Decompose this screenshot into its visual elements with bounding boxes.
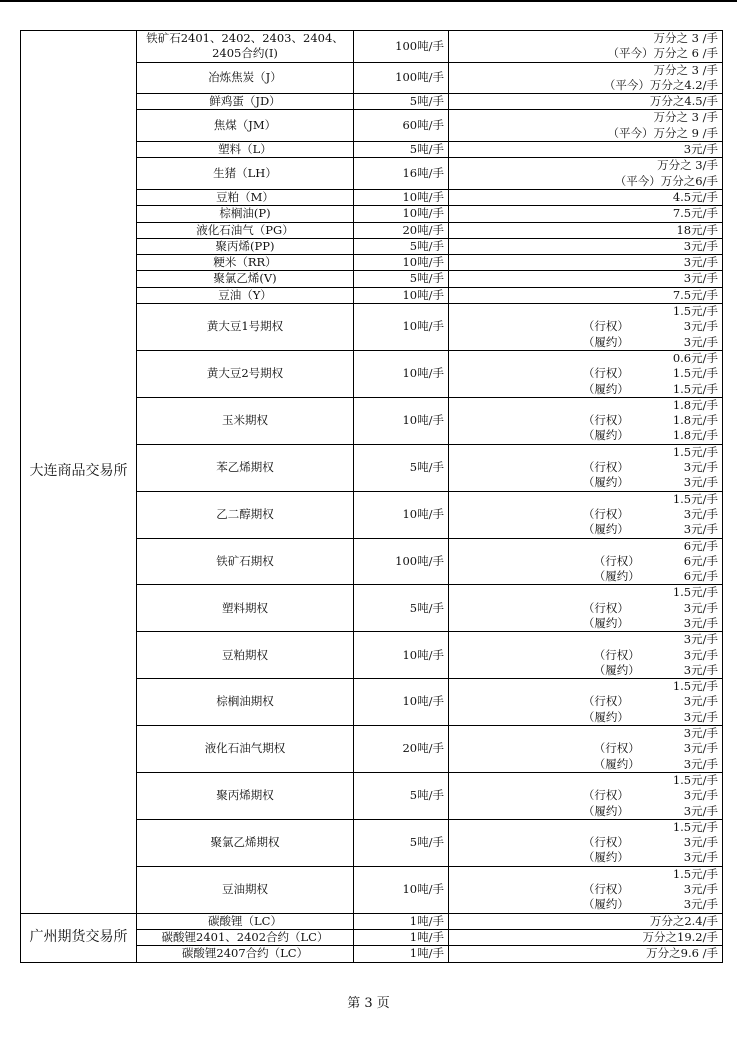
option-fee-labels	[583, 398, 673, 444]
fee-value: 3元/手	[683, 882, 718, 897]
perform-label: （履约）	[582, 428, 629, 443]
fee-line: 18元/手	[676, 222, 718, 237]
fee-cell	[449, 491, 723, 538]
product-name-text: 塑料期权	[222, 600, 268, 615]
page-number: 第 3 页	[347, 996, 390, 1011]
product-name	[137, 94, 354, 110]
perform-label: （履约）	[582, 334, 629, 349]
product-name-text: 聚氯乙烯期权	[210, 835, 280, 850]
option-fee-block	[453, 351, 718, 397]
product-name	[137, 632, 354, 679]
exercise-label: （行权）	[582, 319, 629, 334]
fee-value: 3元/手	[683, 522, 718, 537]
product-name	[137, 222, 354, 238]
exercise-label: （行权）	[582, 366, 629, 381]
perform-label: （履约）	[582, 709, 629, 724]
trading-unit: 20吨/手	[354, 222, 449, 238]
fee-value: 3元/手	[683, 694, 718, 709]
fee-value: 6元/手	[683, 553, 718, 568]
option-fee-values	[673, 304, 718, 350]
fee-value: 3元/手	[683, 726, 718, 741]
exercise-label: （行权）	[582, 694, 629, 709]
product-name	[137, 538, 354, 585]
fee-value: 3元/手	[683, 615, 718, 630]
fee-cell	[449, 726, 723, 773]
product-name	[137, 238, 354, 254]
blank-label	[583, 492, 629, 507]
fee-cell	[449, 158, 723, 190]
product-name-text: 冶炼焦炭（J）	[208, 70, 282, 85]
fee-cell	[449, 679, 723, 726]
blank-label	[594, 632, 640, 647]
option-fee-block	[453, 820, 718, 866]
option-fee-values	[673, 585, 718, 631]
product-name-text: 豆粕（M）	[216, 189, 274, 204]
exercise-label: （行权）	[582, 600, 629, 615]
blank-label	[594, 539, 640, 554]
fee-value: 1.5元/手	[672, 304, 718, 319]
fee-cell	[449, 946, 723, 962]
trading-unit: 10吨/手	[354, 632, 449, 679]
fee-cell	[449, 913, 723, 929]
fee-line: （平今）万分之4.2/手	[603, 77, 718, 92]
fee-line: 万分之 3/手	[657, 158, 718, 173]
option-fee-values	[673, 445, 718, 491]
option-fee-block	[453, 632, 718, 678]
trading-unit: 10吨/手	[354, 255, 449, 271]
option-fee-values	[673, 679, 718, 725]
trading-unit: 10吨/手	[354, 304, 449, 351]
fee-line: 万分之 3 /手	[653, 31, 718, 45]
fee-line: 万分之9.6 /手	[646, 946, 718, 961]
product-name-text: 聚丙烯期权	[216, 788, 274, 803]
trading-unit: 10吨/手	[354, 679, 449, 726]
fee-cell	[449, 142, 723, 158]
fee-cell	[449, 444, 723, 491]
fee-value: 3元/手	[683, 709, 718, 724]
perform-label: （履约）	[582, 381, 629, 396]
option-fee-block	[453, 773, 718, 819]
product-name-text: 玉米期权	[222, 413, 268, 428]
fee-value: 1.8元/手	[672, 428, 718, 443]
fee-line: （平今）万分之 6 /手	[607, 46, 718, 61]
fee-value: 1.5元/手	[672, 491, 718, 506]
fee-line: 3元/手	[683, 142, 718, 157]
fee-value: 3元/手	[683, 475, 718, 490]
fee-cell	[449, 238, 723, 254]
product-name-text: 粳米（RR）	[213, 255, 277, 270]
perform-label: （履约）	[582, 850, 629, 865]
fee-line: 万分之4.5/手	[649, 94, 718, 109]
exercise-label: （行权）	[582, 835, 629, 850]
exercise-label: （行权）	[582, 460, 629, 475]
fee-value: 3元/手	[683, 756, 718, 771]
option-fee-block	[453, 539, 718, 585]
fee-line: （平今）万分之 9 /手	[607, 125, 718, 140]
product-name-text: 铁矿石期权	[216, 553, 274, 568]
product-name	[137, 62, 354, 94]
fee-line: 7.5元/手	[672, 206, 718, 221]
fee-value: 3元/手	[683, 803, 718, 818]
option-fee-block	[453, 304, 718, 350]
product-name-text: 聚氯乙烯(V)	[213, 271, 277, 286]
option-fee-values	[673, 820, 718, 866]
product-name	[137, 819, 354, 866]
product-name-text: 聚丙烯(PP)	[215, 238, 275, 253]
product-name	[137, 679, 354, 726]
fee-cell	[449, 255, 723, 271]
fee-value: 1.5元/手	[672, 772, 718, 787]
product-name	[137, 397, 354, 444]
blank-label	[583, 351, 629, 366]
fee-line: 4.5元/手	[672, 189, 718, 204]
option-fee-block	[453, 398, 718, 444]
blank-label	[583, 820, 629, 835]
fee-cell	[449, 287, 723, 303]
option-fee-labels	[583, 679, 673, 725]
product-name-text: 豆油（Y）	[218, 287, 272, 302]
trading-unit: 5吨/手	[354, 238, 449, 254]
option-fee-labels	[583, 773, 673, 819]
option-fee-block	[453, 585, 718, 631]
product-name	[137, 913, 354, 929]
trading-unit: 16吨/手	[354, 158, 449, 190]
exercise-label: （行权）	[593, 553, 640, 568]
product-name-text: 碳酸锂2407合约（LC）	[181, 946, 309, 961]
fee-cell	[449, 585, 723, 632]
trading-unit: 10吨/手	[354, 189, 449, 205]
fee-value: 3元/手	[683, 600, 718, 615]
option-fee-labels	[583, 492, 673, 538]
option-fee-values	[673, 773, 718, 819]
exercise-label: （行权）	[582, 882, 629, 897]
trading-unit: 100吨/手	[354, 62, 449, 94]
product-name	[137, 866, 354, 913]
product-name-text: 乙二醇期权	[216, 506, 274, 521]
fee-cell	[449, 350, 723, 397]
product-name-text: 豆粕期权	[222, 647, 268, 662]
fee-value: 1.5元/手	[672, 366, 718, 381]
product-name-text: 铁矿石2401、2402、2403、2404、2405合约(I)	[146, 31, 344, 61]
product-name-text: 焦煤（JM）	[213, 118, 277, 133]
product-name-text: 碳酸锂（LC）	[208, 913, 282, 928]
option-fee-block	[453, 492, 718, 538]
trading-unit: 10吨/手	[354, 491, 449, 538]
product-row	[21, 913, 723, 929]
product-name-text: 棕榈油期权	[216, 694, 274, 709]
blank-label	[583, 773, 629, 788]
option-fee-labels	[594, 539, 684, 585]
product-name	[137, 929, 354, 945]
option-fee-block	[453, 445, 718, 491]
product-name	[137, 491, 354, 538]
fee-cell	[449, 31, 723, 63]
fee-value: 3元/手	[683, 319, 718, 334]
option-fee-values	[684, 539, 718, 585]
fee-value: 3元/手	[683, 897, 718, 912]
option-fee-labels	[583, 867, 673, 913]
perform-label: （履约）	[593, 569, 640, 584]
trading-unit: 1吨/手	[354, 913, 449, 929]
blank-label	[583, 304, 629, 319]
fee-value: 3元/手	[683, 835, 718, 850]
product-name	[137, 142, 354, 158]
fee-value: 6元/手	[683, 538, 718, 553]
product-name-text: 黄大豆1号期权	[206, 319, 284, 334]
product-name-text: 棕榈油(P)	[219, 206, 271, 221]
fee-line: （平今）万分之6/手	[614, 173, 718, 188]
fee-cell	[449, 397, 723, 444]
fee-cell	[449, 304, 723, 351]
trading-unit: 5吨/手	[354, 819, 449, 866]
trading-unit: 1吨/手	[354, 929, 449, 945]
fee-value: 3元/手	[683, 741, 718, 756]
trading-unit: 10吨/手	[354, 397, 449, 444]
product-name	[137, 287, 354, 303]
product-name-text: 液化石油气期权	[204, 741, 286, 756]
option-fee-block	[453, 867, 718, 913]
fee-cell	[449, 206, 723, 222]
fee-line: 7.5元/手	[672, 287, 718, 302]
trading-unit: 100吨/手	[354, 538, 449, 585]
trading-unit: 10吨/手	[354, 866, 449, 913]
fee-line: 万分之 3 /手	[653, 62, 718, 77]
product-name-text: 鲜鸡蛋（JD）	[209, 94, 281, 109]
blank-label	[583, 585, 629, 600]
blank-label	[594, 726, 640, 741]
trading-unit: 5吨/手	[354, 772, 449, 819]
trading-unit: 5吨/手	[354, 94, 449, 110]
fee-cell	[449, 94, 723, 110]
fee-value: 1.5元/手	[672, 444, 718, 459]
fee-value: 3元/手	[683, 850, 718, 865]
fee-cell	[449, 819, 723, 866]
perform-label: （履约）	[582, 475, 629, 490]
fee-cell	[449, 222, 723, 238]
page-footer	[0, 992, 737, 1011]
trading-unit: 5吨/手	[354, 142, 449, 158]
fee-value: 1.8元/手	[672, 397, 718, 412]
fee-table-body	[21, 31, 723, 963]
fee-value: 1.5元/手	[672, 679, 718, 694]
trading-unit: 1吨/手	[354, 946, 449, 962]
fee-line: 3元/手	[683, 255, 718, 270]
fee-value: 3元/手	[683, 460, 718, 475]
exercise-label: （行权）	[582, 413, 629, 428]
blank-label	[583, 679, 629, 694]
perform-label: （履约）	[593, 662, 640, 677]
product-name	[137, 304, 354, 351]
perform-label: （履约）	[582, 522, 629, 537]
product-name-text: 黄大豆2号期权	[206, 366, 284, 381]
top-rule	[0, 0, 737, 2]
trading-unit: 60吨/手	[354, 110, 449, 142]
blank-label	[583, 398, 629, 413]
trading-unit: 5吨/手	[354, 271, 449, 287]
exercise-label: （行权）	[582, 788, 629, 803]
option-fee-block	[453, 679, 718, 725]
fee-value: 3元/手	[683, 506, 718, 521]
fee-table	[20, 30, 723, 963]
option-fee-labels	[583, 304, 673, 350]
fee-value: 1.5元/手	[672, 381, 718, 396]
product-name	[137, 444, 354, 491]
product-name	[137, 255, 354, 271]
perform-label: （履约）	[582, 897, 629, 912]
trading-unit: 5吨/手	[354, 585, 449, 632]
fee-line: 万分之2.4/手	[649, 913, 718, 928]
exchange-name: 大连商品交易所	[21, 31, 137, 914]
product-name	[137, 31, 354, 63]
fee-cell	[449, 62, 723, 94]
product-name	[137, 585, 354, 632]
option-fee-labels	[594, 632, 684, 678]
trading-unit: 10吨/手	[354, 206, 449, 222]
product-name	[137, 271, 354, 287]
blank-label	[583, 867, 629, 882]
option-fee-values	[673, 867, 718, 913]
fee-cell	[449, 632, 723, 679]
product-name	[137, 726, 354, 773]
option-fee-labels	[583, 445, 673, 491]
option-fee-labels	[583, 351, 673, 397]
option-fee-labels	[583, 585, 673, 631]
option-fee-block	[453, 726, 718, 772]
fee-cell	[449, 110, 723, 142]
option-fee-labels	[583, 820, 673, 866]
fee-value: 3元/手	[683, 662, 718, 677]
fee-value: 1.5元/手	[672, 866, 718, 881]
trading-unit: 100吨/手	[354, 31, 449, 63]
perform-label: （履约）	[582, 803, 629, 818]
fee-value: 0.6元/手	[672, 350, 718, 365]
product-row	[21, 31, 723, 63]
trading-unit: 5吨/手	[354, 444, 449, 491]
fee-value: 1.8元/手	[672, 413, 718, 428]
fee-cell	[449, 866, 723, 913]
product-name-text: 生猪（LH）	[213, 166, 277, 181]
product-name	[137, 189, 354, 205]
fee-value: 6元/手	[683, 569, 718, 584]
option-fee-values	[673, 351, 718, 397]
trading-unit: 10吨/手	[354, 350, 449, 397]
exercise-label: （行权）	[582, 506, 629, 521]
product-name	[137, 206, 354, 222]
product-name	[137, 110, 354, 142]
fee-line: 3元/手	[683, 271, 718, 286]
fee-value: 3元/手	[683, 632, 718, 647]
exchange-name: 广州期货交易所	[21, 913, 137, 962]
trading-unit: 20吨/手	[354, 726, 449, 773]
exercise-label: （行权）	[593, 741, 640, 756]
option-fee-values	[673, 492, 718, 538]
fee-value: 3元/手	[683, 788, 718, 803]
option-fee-values	[684, 632, 718, 678]
product-name	[137, 350, 354, 397]
option-fee-labels	[594, 726, 684, 772]
product-name-text: 液化石油气（PG）	[196, 222, 294, 237]
product-name	[137, 946, 354, 962]
fee-cell	[449, 929, 723, 945]
product-name-text: 塑料（L）	[218, 142, 272, 157]
fee-cell	[449, 538, 723, 585]
fee-cell	[449, 189, 723, 205]
fee-value: 3元/手	[683, 647, 718, 662]
product-name	[137, 772, 354, 819]
fee-cell	[449, 271, 723, 287]
fee-value: 1.5元/手	[672, 819, 718, 834]
option-fee-values	[684, 726, 718, 772]
product-name-text: 苯乙烯期权	[216, 460, 274, 475]
fee-line: 万分之 3 /手	[653, 110, 718, 125]
perform-label: （履约）	[593, 756, 640, 771]
fee-value: 1.5元/手	[672, 585, 718, 600]
fee-cell	[449, 772, 723, 819]
option-fee-values	[673, 398, 718, 444]
fee-line: 万分之19.2/手	[642, 929, 718, 944]
fee-value: 3元/手	[683, 334, 718, 349]
trading-unit: 10吨/手	[354, 287, 449, 303]
exercise-label: （行权）	[593, 647, 640, 662]
blank-label	[583, 445, 629, 460]
product-name-text: 碳酸锂2401、2402合约（LC）	[161, 929, 329, 944]
product-name-text: 豆油期权	[222, 882, 268, 897]
perform-label: （履约）	[582, 615, 629, 630]
fee-line: 3元/手	[683, 238, 718, 253]
product-name	[137, 158, 354, 190]
